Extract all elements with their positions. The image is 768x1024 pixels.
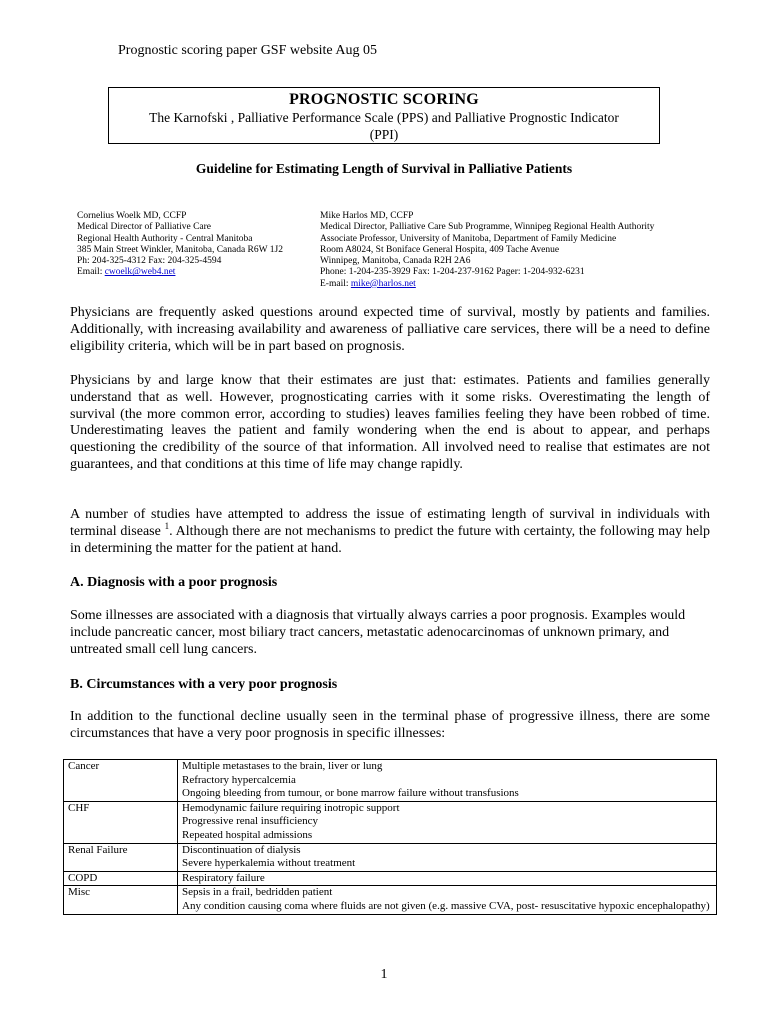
circumstances-table bbox=[63, 759, 717, 915]
author-line: Regional Health Authority - Central Manitoba bbox=[77, 233, 253, 244]
table-row bbox=[64, 843, 717, 871]
paragraph-studies bbox=[70, 507, 710, 557]
table-item: Repeated hospital admissions bbox=[182, 828, 313, 841]
table-items bbox=[178, 843, 717, 871]
author-email-line bbox=[320, 279, 740, 290]
table-category: Renal Failure bbox=[64, 843, 178, 871]
paragraph-text: A number of studies have attempted to address the issue of estimating length of survival in individuals with terminal disease bbox=[70, 507, 710, 539]
table-items bbox=[178, 801, 717, 843]
author-line: Cornelius Woelk MD, CCFP bbox=[77, 211, 187, 221]
author-line: 385 Main Street Winkler, Manitoba, Canada R6W 1J2 bbox=[77, 244, 284, 255]
author-block-harlos bbox=[320, 211, 740, 290]
table-category: Misc bbox=[64, 886, 178, 914]
heading-circumstances: B. Circumstances with a very poor prognosis bbox=[70, 677, 338, 692]
table-item: Refractory hypercalcemia bbox=[182, 773, 296, 786]
table-category: Cancer bbox=[64, 760, 178, 802]
author-email-line bbox=[77, 267, 317, 278]
email-link-woelk[interactable]: cwoelk@web4.net bbox=[104, 267, 176, 278]
paragraph-intro: Physicians are frequently asked questions around expected time of survival, mostly by patients and families. Additionally, with increasing availability and awareness of palliative care services, there will be a need to define eligibility criteria, which will be in part based on prognosis. bbox=[70, 305, 710, 354]
author-line: Medical Director of Palliative Care bbox=[77, 222, 212, 233]
email-link-harlos[interactable]: mike@harlos.net bbox=[350, 278, 416, 289]
heading-diagnosis: A. Diagnosis with a poor prognosis bbox=[70, 575, 278, 590]
table-item: Sepsis in a frail, bedridden patient bbox=[182, 886, 333, 899]
table-item: Hemodynamic failure requiring inotropic support bbox=[182, 801, 400, 814]
paragraph-circumstances: In addition to the functional decline usually seen in the terminal phase of progressive illness, there are some circumstances that have a very poor prognosis in specific illnesses: bbox=[70, 709, 710, 741]
paragraph-diagnosis: Some illnesses are associated with a diagnosis that virtually always carries a poor prognosis. Examples would include pancreatic cancer, most biliary tract cancers, metastatic adenocarcinomas of unknown primary, and untreated small cell lung cancers. bbox=[70, 608, 686, 657]
author-line: Winnipeg, Manitoba, Canada R2H 2A6 bbox=[320, 256, 471, 267]
table-item: Ongoing bleeding from tumour, or bone marrow failure without transfusions bbox=[182, 787, 519, 800]
table-row bbox=[64, 760, 717, 802]
running-header: Prognostic scoring paper GSF website Aug 05 bbox=[118, 43, 377, 58]
title-box bbox=[108, 87, 660, 144]
table-item: Discontinuation of dialysis bbox=[182, 843, 301, 856]
email-label: Email: bbox=[77, 267, 105, 278]
table-row bbox=[64, 801, 717, 843]
table-category: CHF bbox=[64, 801, 178, 843]
table-row bbox=[64, 886, 717, 914]
table-items bbox=[178, 886, 717, 914]
table-item: Severe hyperkalemia without treatment bbox=[182, 857, 356, 870]
table-row bbox=[64, 871, 717, 886]
document-title: PROGNOSTIC SCORING bbox=[289, 91, 479, 108]
author-line: Mike Harlos MD, CCFP bbox=[320, 211, 414, 221]
table-category: COPD bbox=[64, 871, 178, 886]
email-label: E-mail: bbox=[320, 278, 351, 289]
table-item: Any condition causing coma where fluids are not given (e.g. massive CVA, post- resuscitative hypoxic encephalopathy) bbox=[182, 899, 710, 912]
page-number: 1 bbox=[380, 967, 388, 982]
paragraph-estimates: Physicians by and large know that their estimates are just that: estimates. Patients and families generally understand that as well. However, prognosticating carries with it some risks. Overestimating the length of survival (the more common error, according to studies) leaves families feeling they have been robbed of time. Underestimating leaves the patient and family wondering when the end is about to appear, and perhaps questioning the credibility of the source of that information. All involved need to realise that estimates are not guarantees, and that conditions at this time of life may change rapidly. bbox=[70, 373, 710, 472]
footnote-ref: 1 bbox=[164, 520, 170, 531]
author-block-woelk bbox=[77, 211, 317, 279]
table-item: Progressive renal insufficiency bbox=[182, 815, 319, 828]
table-item: Respiratory failure bbox=[182, 871, 265, 884]
guideline-subtitle: Guideline for Estimating Length of Survival in Palliative Patients bbox=[195, 161, 573, 176]
author-line: Medical Director, Palliative Care Sub Programme, Winnipeg Regional Health Authority bbox=[320, 222, 655, 233]
author-line: Room A8024, St Boniface General Hospita, 409 Tache Avenue bbox=[320, 244, 560, 255]
paragraph-text: . Although there are not mechanisms to predict the future with certainty, the following may help in determining the matter for the patient at hand. bbox=[70, 523, 710, 556]
author-line: Ph: 204-325-4312 Fax: 204-325-4594 bbox=[77, 256, 222, 267]
table-items bbox=[178, 760, 717, 802]
author-line: Associate Professor, University of Manitoba, Department of Family Medicine bbox=[320, 233, 617, 244]
table-item: Multiple metastases to the brain, liver or lung bbox=[182, 760, 383, 772]
table-items bbox=[178, 871, 717, 886]
document-title-sub: The Karnofski , Palliative Performance Scale (PPS) and Palliative Prognostic Indicator (PPI) bbox=[149, 110, 619, 142]
author-line: Phone: 1-204-235-3929 Fax: 1-204-237-9162 Pager: 1-204-932-6231 bbox=[320, 267, 585, 278]
